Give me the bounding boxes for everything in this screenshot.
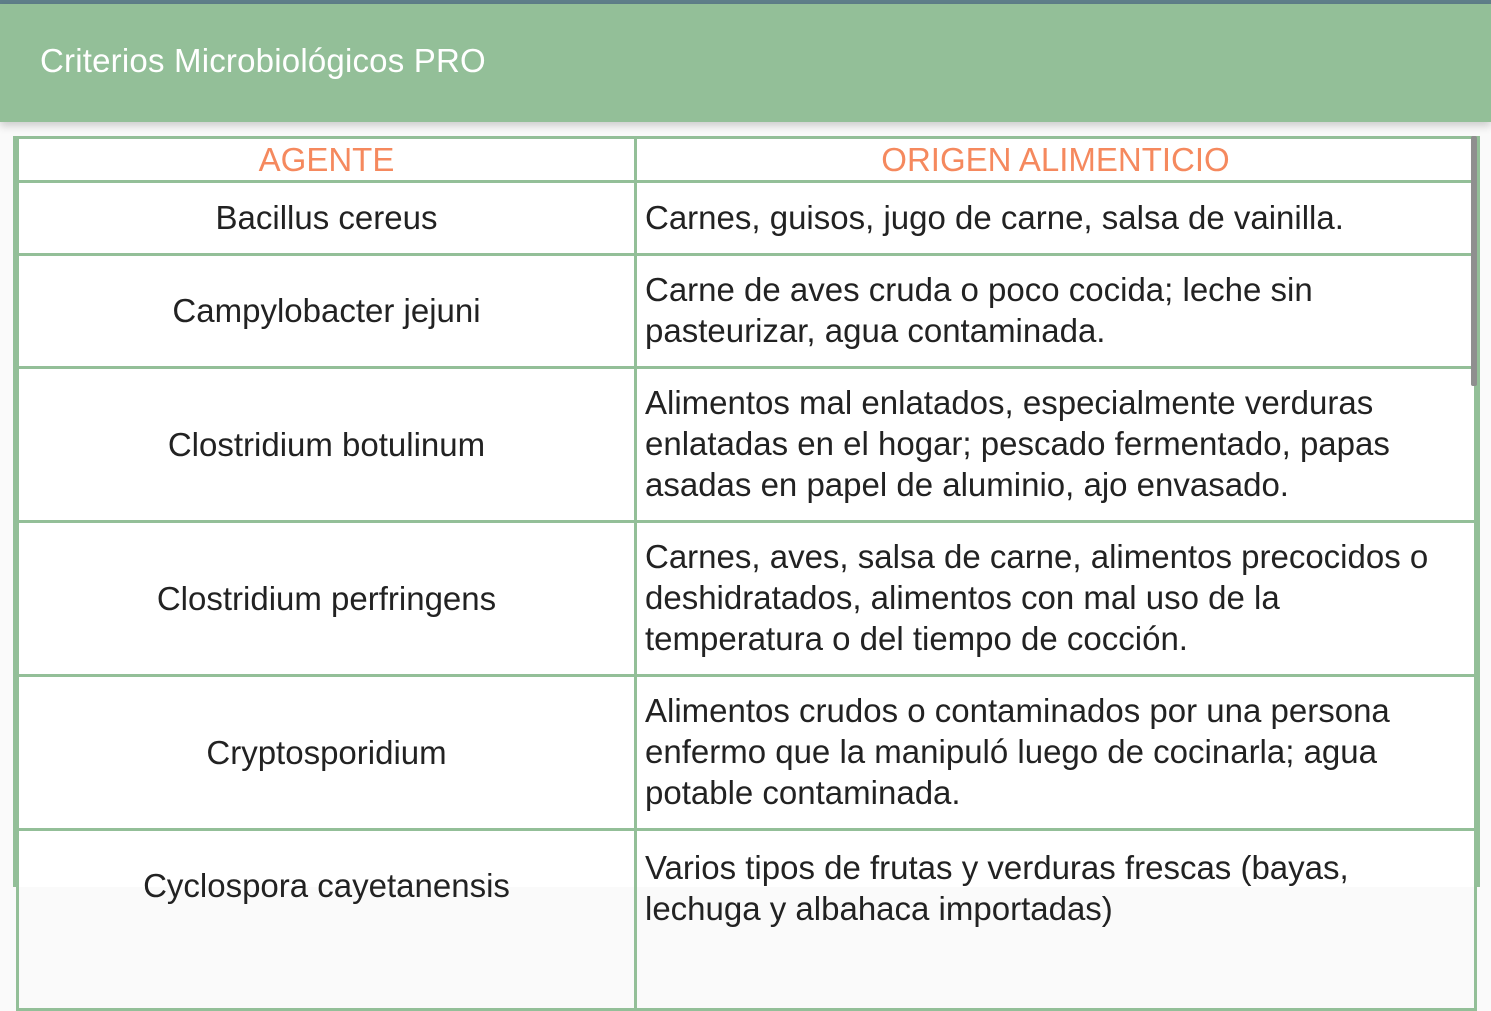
- table-row[interactable]: [18, 830, 1476, 1010]
- agent-cell: Bacillus cereus: [18, 182, 636, 255]
- origin-cell: Carnes, aves, salsa de carne, alimentos precocidos o deshidratados, alimentos con mal uso de la temperatura o del tiempo de cocción.: [636, 522, 1476, 676]
- origin-cell: Varios tipos de frutas y verduras frescas (bayas, lechuga y albahaca importadas): [636, 830, 1476, 1010]
- vertical-scrollbar[interactable]: [1471, 136, 1477, 386]
- table-row[interactable]: [18, 255, 1476, 368]
- criteria-table: [16, 136, 1477, 1011]
- table-row[interactable]: [18, 522, 1476, 676]
- agent-cell: Cyclospora cayetanensis: [18, 830, 636, 1010]
- origin-cell: Carnes, guisos, jugo de carne, salsa de vainilla.: [636, 182, 1476, 255]
- agent-cell: Cryptosporidium: [18, 676, 636, 830]
- origin-cell: Carne de aves cruda o poco cocida; leche sin pasteurizar, agua contaminada.: [636, 255, 1476, 368]
- table-header-row: [18, 138, 1476, 182]
- origin-cell: Alimentos mal enlatados, especialmente verduras enlatadas en el hogar; pescado fermentado, papas asadas en papel de aluminio, ajo envasado.: [636, 368, 1476, 522]
- table-row[interactable]: [18, 676, 1476, 830]
- app-bar: [0, 4, 1491, 122]
- agent-cell: Clostridium perfringens: [18, 522, 636, 676]
- origin-cell: Alimentos crudos o contaminados por una persona enfermo que la manipuló luego de cocinarla; agua potable contaminada.: [636, 676, 1476, 830]
- column-header-agent: AGENTE: [18, 138, 636, 182]
- app-title: Criterios Microbiológicos PRO: [40, 42, 486, 79]
- column-header-origin: ORIGEN ALIMENTICIO: [636, 138, 1476, 182]
- agent-cell: Campylobacter jejuni: [18, 255, 636, 368]
- table-row[interactable]: [18, 368, 1476, 522]
- agent-cell: Clostridium botulinum: [18, 368, 636, 522]
- criteria-table-container[interactable]: [13, 136, 1480, 927]
- table-row[interactable]: [18, 182, 1476, 255]
